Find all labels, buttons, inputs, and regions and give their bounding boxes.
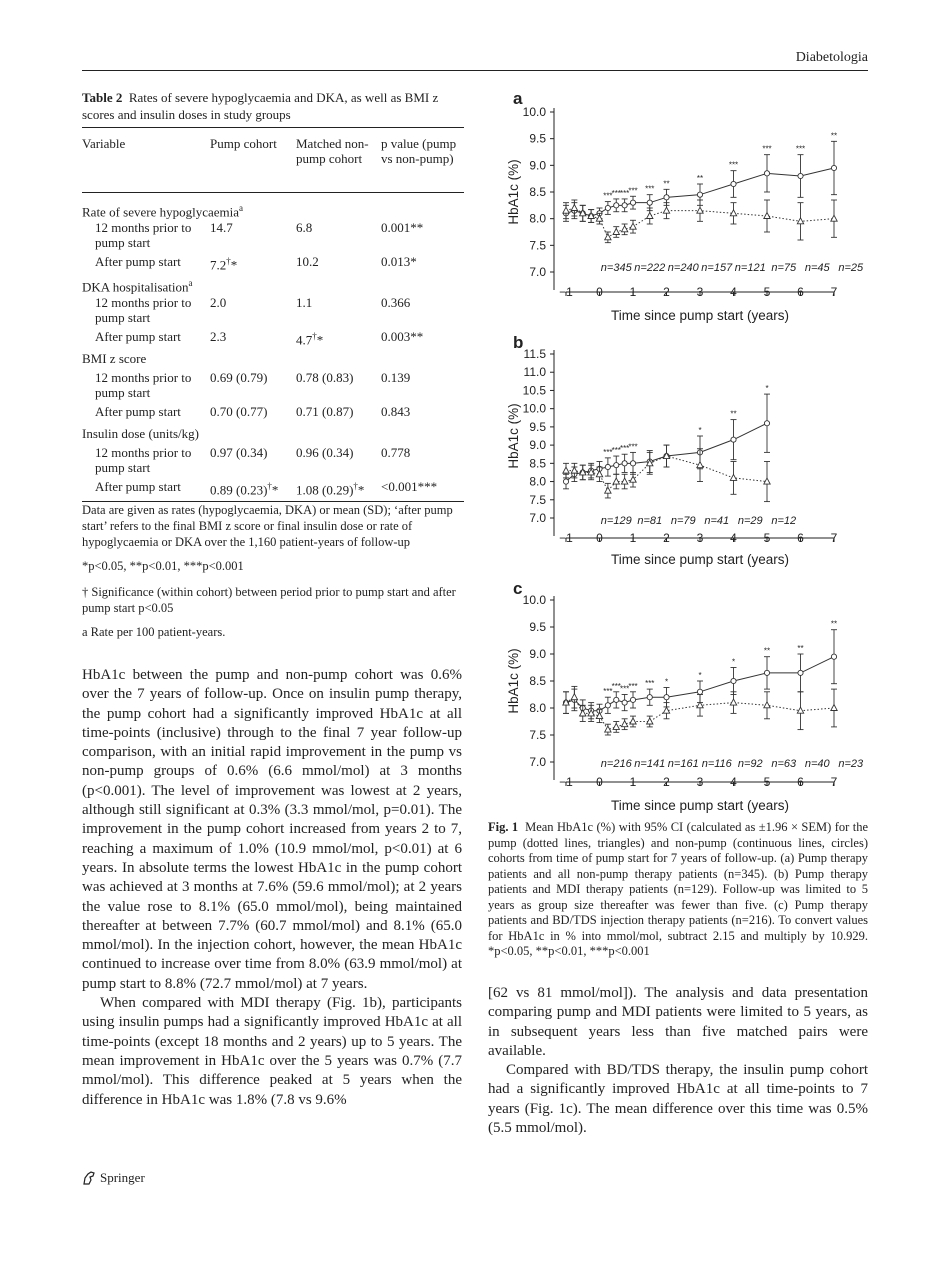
y-tick-label: 7.5 [529, 728, 546, 742]
body-paragraph: Compared with BD/TDS therapy, the insulin pump cohort had a significantly improved HbA1c at all time-points to 7 years (Fig. 1c). The mean difference over this time was 0.5% (5.5 mmol/mol). [488, 1062, 868, 1137]
y-axis-title: HbA1c (%) [506, 403, 521, 469]
table-cell-nonpump: 0.96 (0.34) [296, 445, 354, 460]
nonpump-data-point [647, 200, 652, 205]
table-row [82, 404, 464, 426]
significance-marker: *** [628, 681, 638, 691]
nonpump-data-point [605, 464, 610, 469]
nonpump-data-point [622, 461, 627, 466]
y-tick-label: 10.0 [522, 593, 546, 607]
table-note-4: a Rate per 100 patient-years. [82, 625, 226, 639]
table-cell-pvalue: 0.778 [381, 445, 411, 460]
sample-size-label: n=216 [600, 758, 632, 770]
x-tick-label: 3 [696, 531, 704, 545]
nonpump-data-point [647, 695, 652, 700]
table-row-label: 12 months prior to pump start [95, 220, 192, 250]
pump-data-point [571, 694, 577, 700]
table-header-row [82, 128, 464, 192]
table-row-label: 12 months prior to pump start [95, 295, 192, 325]
table-cell-pvalue: 0.366 [381, 295, 411, 310]
figure-caption [488, 820, 868, 960]
y-tick-label: 10.0 [522, 105, 546, 119]
publisher-footer [82, 1170, 145, 1186]
table-row [82, 220, 464, 254]
springer-horse-icon [82, 1170, 96, 1186]
table-cell-nonpump: 0.71 (0.87) [296, 404, 354, 419]
publisher-name: Springer [100, 1170, 145, 1185]
nonpump-data-point [605, 205, 610, 210]
table-cell-pvalue: 0.843 [381, 404, 411, 419]
significance-marker: ** [797, 644, 804, 653]
table-cell-pump: 0.70 (0.77) [210, 404, 268, 419]
table-cell-nonpump: 6.8 [296, 220, 313, 235]
nonpump-data-point [614, 697, 619, 702]
pump-data-point [663, 207, 669, 213]
pump-data-point [605, 234, 611, 240]
table-cell-pvalue: 0.003** [381, 329, 424, 344]
table-row-label: After pump start [95, 254, 181, 269]
y-tick-label: 10.0 [522, 401, 546, 416]
y-tick-label: 7.0 [529, 265, 546, 279]
panel-letter: c [513, 579, 523, 598]
x-tick-label: 5 [763, 531, 771, 545]
significance-marker: ** [730, 409, 737, 419]
table-section-row [82, 426, 464, 445]
y-tick-label: 7.5 [529, 238, 546, 253]
table-note-1: Data are given as rates (hypoglycaemia, DKA) or mean (SD); ‘after pump start’ refers to the final BMI z score or final insulin dose or rate of hypoglycaemia or DKA over the 1,160 patient-years of follow-up [82, 503, 453, 549]
col-header-pump: Pump cohort [210, 136, 277, 151]
sample-size-label: n=92 [737, 758, 763, 770]
body-paragraph: [62 vs 81 mmol/mol]). The analysis and data presentation comparing pump and MDI patients were limited to 5 years, as in subsequent years less than five matched pairs were available. [488, 985, 868, 1059]
significance-marker: *** [628, 442, 638, 452]
table-cell-nonpump: 0.78 (0.83) [296, 370, 354, 385]
sample-size-label: n=141 [634, 758, 666, 770]
table-cell-pump: 14.7 [210, 220, 233, 235]
table-cell-nonpump: 10.2 [296, 254, 319, 269]
y-tick-label: 10.5 [522, 383, 546, 398]
sample-size-label: n=40 [804, 758, 830, 770]
y-axis-title: HbA1c (%) [506, 648, 521, 714]
significance-marker: *** [762, 144, 772, 154]
pump-data-point [797, 218, 803, 224]
sample-size-label: n=157 [701, 262, 733, 274]
y-tick-label: 11.5 [523, 347, 546, 361]
pump-data-point [613, 229, 619, 235]
table-header-rule [82, 192, 464, 193]
pump-data-point [630, 223, 636, 229]
panel-letter: a [513, 89, 523, 108]
sample-size-label: n=79 [670, 515, 696, 527]
table-notes [82, 502, 464, 648]
chart-panel-a [506, 89, 864, 323]
pump-data-point [580, 710, 586, 716]
x-tick-label: 2 [663, 285, 670, 299]
table-body [82, 201, 464, 501]
col-header-nonpump: Matched non-pump cohort [296, 136, 369, 166]
x-axis-title: Time since pump start (years) [610, 552, 790, 567]
x-tick-label: 2 [663, 531, 670, 545]
table-section-title: Insulin dose (units/kg) [82, 426, 199, 441]
y-tick-label: 9.0 [529, 647, 546, 661]
sample-size-label: n=29 [737, 515, 763, 527]
x-tick-label: 3 [696, 285, 704, 299]
pump-data-point [563, 207, 569, 213]
col-header-pvalue: p value (pump vs non-pump) [381, 136, 457, 166]
y-tick-label: 7.0 [529, 511, 546, 525]
table-cell-pump: 0.89 (0.23)†* [210, 481, 279, 498]
y-tick-label: 11.0 [523, 365, 546, 380]
figure-1 [488, 86, 878, 816]
sample-size-label: n=45 [804, 262, 830, 274]
table-cell-pump: 0.97 (0.34) [210, 445, 268, 460]
y-tick-label: 8.5 [529, 456, 546, 471]
table-section-title: BMI z score [82, 351, 147, 366]
pump-data-point [571, 467, 577, 473]
sample-size-label: n=23 [838, 758, 864, 770]
table-row [82, 329, 464, 351]
pump-data-point [797, 707, 803, 713]
nonpump-data-point [614, 203, 619, 208]
table-section-row [82, 351, 464, 370]
nonpump-data-point [731, 181, 736, 186]
x-tick-label: 2 [663, 775, 670, 789]
table-label: Table 2 [82, 90, 123, 105]
significance-marker: * [731, 657, 736, 667]
body-paragraph: HbA1c between the pump and non-pump cohort was 0.6% over the 7 years of follow-up. Once on insulin pump therapy, the pump cohort had a significantly improved HbA1c at all time-points (inclusive) through to the final 7 year follow-up comparison, with an initial rapid improvement in the pump vs non-pump groups of 0.6% (6.6 mmol/mol) at 3 months (p<0.001). The level of improvement was lowest at 2 years, although still significant at 0.3% (3.3 mmol/mol, p=0.01). The improvement in the pump cohort increased from years 2 to 7, reaching a maximum of 1.0% (10.9 mmol/mol, p<0.01) at 6 years. In absolute terms the lowest HbA1c in the pump cohort was achieved at 3 months at 7.6% (59.6 mmol/mol); at 2 years the value rose to 8.1% (65.0 mmol/mol), being maintained thereafter at between 7.7% (60.7 mmol/mol) and 8.1% (65.0 mmol/mol). In the injection cohort, however, the mean HbA1c continued to increase over time from 8.0% (63.9 mmol/mol) at pump start to 8.8% (72.7 mmol/mol) at 7 years. [82, 667, 462, 992]
sample-size-label: n=161 [667, 758, 699, 770]
y-tick-label: 8.0 [529, 701, 546, 715]
significance-marker: *** [603, 447, 613, 457]
x-tick-label: 0 [596, 285, 603, 299]
y-tick-label: 8.0 [529, 211, 546, 226]
significance-marker: *** [645, 679, 655, 689]
nonpump-data-point [630, 200, 635, 205]
figure-caption-text: Mean HbA1c (%) with 95% CI (calculated as ±1.96 × SEM) for the pump (dotted lines, triangles) and non-pump (continuous lines, circles) cohorts from time of pump start for 7 years of follow-up. (a) Pump therapy patients and all non-pump therapy patients (n=345). (b) Pump therapy patients and MDI therapy patients (n=129). Follow-up was limited to 5 years as group size thereafter was fewer than five. (c) Pump therapy patients and BD/TDS injection therapy patients (n=216). To convert values for HbA1c in % into mmol/mol, subtract 2.15 and multiply by 10.929. *p<0.05, **p<0.01, ***p<0.001 [488, 820, 869, 958]
sample-size-label: n=41 [704, 515, 730, 527]
x-tick-label: 7 [830, 531, 838, 545]
x-axis-title: Time since pump start (years) [610, 308, 790, 323]
table-cell-pump: 2.3 [210, 329, 227, 344]
significance-marker: *** [603, 687, 613, 697]
y-tick-label: 7.0 [529, 755, 546, 769]
sample-size-label: n=81 [637, 515, 663, 527]
figure-label: Fig. 1 [488, 820, 519, 834]
x-tick-label: 1 [629, 775, 637, 789]
chart-panel-b [506, 333, 838, 567]
x-tick-label: 6 [797, 531, 804, 545]
journal-name: Diabetologia [795, 50, 868, 65]
nonpump-data-point [731, 437, 736, 442]
nonpump-data-point [798, 670, 803, 675]
table-row [82, 370, 464, 404]
significance-marker: * [698, 426, 702, 435]
x-tick-label: 7 [830, 775, 838, 789]
pump-data-point [596, 215, 602, 221]
x-tick-label: 5 [763, 285, 771, 299]
table-cell-pump: 0.69 (0.79) [210, 370, 268, 385]
significance-marker: *** [619, 684, 630, 694]
table-row-label: After pump start [95, 404, 181, 419]
y-axis-title: HbA1c (%) [506, 159, 521, 225]
pump-data-point [605, 487, 611, 493]
table-row [82, 295, 464, 329]
sample-size-label: n=116 [701, 758, 732, 770]
significance-marker: * [765, 384, 769, 394]
x-tick-label: 1 [629, 285, 637, 299]
significance-marker: *** [728, 160, 739, 170]
table-caption-text: Rates of severe hypoglycaemia and DKA, as well as BMI z scores and insulin doses in study groups [82, 90, 439, 122]
body-text-left [82, 666, 462, 1110]
significance-marker: ** [763, 646, 771, 656]
pump-data-point [764, 702, 770, 708]
x-tick-label: 6 [797, 775, 804, 789]
x-tick-label: 4 [730, 531, 737, 545]
pump-data-point [630, 718, 636, 724]
significance-marker: *** [619, 188, 630, 198]
y-tick-label: 9.5 [529, 419, 546, 434]
significance-marker: ** [830, 131, 838, 141]
x-tick-label: −1 [559, 775, 573, 789]
pump-data-point [730, 474, 736, 480]
nonpump-data-point [764, 670, 769, 675]
pump-data-point [563, 467, 569, 473]
sample-size-label: n=25 [838, 262, 864, 274]
significance-marker: *** [628, 186, 638, 196]
x-tick-label: 6 [797, 285, 804, 299]
y-tick-label: 8.0 [529, 474, 546, 489]
nonpump-data-point [831, 654, 836, 659]
table-row-label: 12 months prior to pump start [95, 370, 192, 400]
sample-size-label: n=12 [771, 515, 797, 527]
x-tick-label: −1 [559, 285, 573, 299]
x-tick-label: 0 [596, 531, 603, 545]
body-text-right [488, 984, 868, 1138]
nonpump-data-point [764, 171, 769, 176]
significance-marker: *** [795, 144, 806, 154]
col-header-variable: Variable [82, 136, 126, 151]
nonpump-data-point [764, 421, 769, 426]
nonpump-data-point [731, 678, 736, 683]
panel-letter: b [513, 333, 524, 352]
nonpump-data-point [605, 703, 610, 708]
significance-marker: ** [830, 619, 838, 629]
nonpump-data-point [630, 697, 635, 702]
y-tick-label: 9.0 [529, 438, 546, 453]
sample-size-label: n=345 [600, 262, 632, 274]
y-tick-label: 8.5 [529, 185, 546, 199]
sample-size-label: n=121 [734, 262, 766, 274]
pump-data-point [613, 723, 619, 729]
table-cell-pvalue: <0.001*** [381, 479, 438, 494]
y-tick-label: 9.5 [529, 620, 546, 634]
nonpump-data-point [622, 203, 627, 208]
table-row-label: After pump start [95, 329, 181, 344]
x-tick-label: 0 [596, 775, 603, 789]
pump-data-point [697, 462, 703, 468]
table-row [82, 254, 464, 276]
table-section-row [82, 201, 464, 220]
pump-data-point [764, 213, 770, 219]
x-tick-label: 3 [696, 775, 704, 789]
sample-size-label: n=222 [634, 262, 666, 274]
significance-marker: *** [603, 191, 613, 201]
nonpump-data-point [664, 695, 669, 700]
data-table [82, 127, 464, 502]
pump-data-point [571, 205, 577, 211]
sample-size-label: n=63 [771, 758, 797, 770]
nonpump-data-point [697, 192, 702, 197]
nonpump-data-point [664, 195, 669, 200]
table-row-label: After pump start [95, 479, 181, 494]
table-cell-nonpump: 1.1 [296, 295, 313, 310]
pump-data-point [730, 699, 736, 705]
nonpump-data-point [614, 463, 619, 468]
significance-marker: * [664, 677, 669, 687]
significance-marker: *** [611, 446, 621, 456]
table-cell-pvalue: 0.139 [381, 370, 411, 385]
nonpump-data-point [630, 461, 635, 466]
body-paragraph-text: When compared with MDI therapy (Fig. 1b), participants using insulin pumps had a significantly improved HbA1c at all time-points (except 18 months and 2 years) up to 5 years. The mean improvement in HbA1c over the 5 years was 0.7% (7.7 mmol/mol). This difference peaked at 5 years when the difference in HbA1c was 1.8% (7.8 vs 9.6% [82, 995, 462, 1108]
significance-marker: *** [645, 184, 655, 194]
x-axis-title: Time since pump start (years) [610, 798, 790, 813]
nonpump-data-point [831, 165, 836, 170]
x-tick-label: 4 [730, 285, 737, 299]
y-tick-label: 9.5 [529, 131, 546, 146]
table-cell-nonpump: 1.08 (0.29)†* [296, 481, 365, 498]
table-note-2: *p<0.05, **p<0.01, ***p<0.001 [82, 559, 244, 573]
table-note-3: † Significance (within cohort) between period prior to pump start and after pump start p<0.05 [82, 585, 456, 615]
nonpump-data-point [563, 479, 568, 484]
table-cell-pump: 2.0 [210, 295, 227, 310]
table-section-title: Rate of severe hypoglycaemia$^a$ [82, 203, 244, 220]
x-tick-label: 7 [830, 285, 838, 299]
x-tick-label: 5 [763, 775, 771, 789]
significance-marker: *** [611, 188, 621, 198]
sample-size-label: n=75 [771, 262, 797, 274]
sample-size-label: n=129 [600, 515, 632, 527]
y-tick-label: 9.0 [529, 158, 546, 173]
x-tick-label: −1 [559, 531, 573, 545]
table-cell-nonpump: 4.7†* [296, 331, 324, 348]
nonpump-data-point [798, 173, 803, 178]
pump-data-point [831, 215, 837, 221]
chart-panel-c [506, 579, 864, 813]
significance-marker: * [698, 671, 702, 680]
nonpump-data-point [697, 689, 702, 694]
significance-marker: ** [696, 174, 704, 183]
table-row [82, 479, 464, 501]
significance-marker: ** [663, 179, 670, 189]
table-cell-pvalue: 0.013* [381, 254, 417, 269]
header-rule [82, 70, 868, 71]
y-tick-label: 7.5 [529, 492, 546, 507]
table-section-title: DKA hospitalisation$^a$ [82, 278, 193, 295]
pump-data-point [831, 705, 837, 711]
significance-marker: *** [619, 444, 630, 454]
table-cell-pump: 7.2†* [210, 256, 238, 273]
significance-marker: *** [611, 681, 621, 691]
pump-data-point [697, 207, 703, 213]
nonpump-data-point [622, 700, 627, 705]
sample-size-label: n=240 [667, 262, 699, 274]
x-tick-label: 4 [730, 775, 737, 789]
body-paragraph [82, 994, 462, 1110]
table-row [82, 445, 464, 479]
table-cell-pvalue: 0.001** [381, 220, 424, 235]
y-tick-label: 8.5 [529, 674, 546, 688]
table-row-label: 12 months prior to pump start [95, 445, 192, 475]
table-caption [82, 89, 464, 123]
x-tick-label: 1 [629, 531, 637, 545]
table-section-row [82, 276, 464, 295]
